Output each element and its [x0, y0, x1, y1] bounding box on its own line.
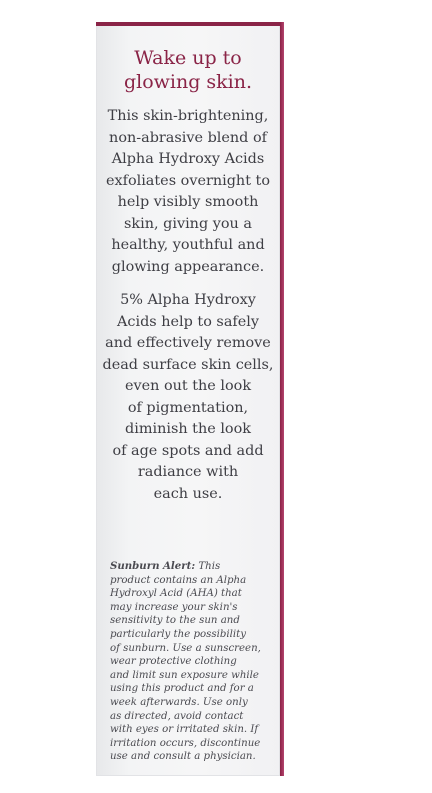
top-accent-band [96, 22, 280, 26]
sunburn-alert [110, 560, 278, 764]
sunburn-alert-text: This product contains an Alpha Hydroxyl Acid (AHA) that may increase your skin's sensitivity to the sun and particularly the possibility of sunburn. Use a sunscreen, wear protective clothing and limit sun exposure while using this product and for a week afterwards. Use only as directed, avoid contact with eyes or irritated skin. If irritation occurs, discontinue use and consult a physician. [110, 561, 261, 763]
box-side-edge [280, 22, 284, 776]
headline: Wake up to glowing skin. [123, 47, 253, 93]
description-paragraph: This skin-brightening, non-abrasive blend of Alpha Hydroxy Acids exfoliates overnight to help visibly smooth skin, giving you a healthy, youthful and glowing appearance. [105, 108, 270, 275]
sunburn-alert-label: Sunburn Alert: [110, 560, 196, 572]
benefits-paragraph: 5% Alpha Hydroxy Acids help to safely and effectively remove dead surface skin cells, even out the look of pigmentation, diminish the look of age spots and add radiance with each use. [102, 292, 274, 502]
